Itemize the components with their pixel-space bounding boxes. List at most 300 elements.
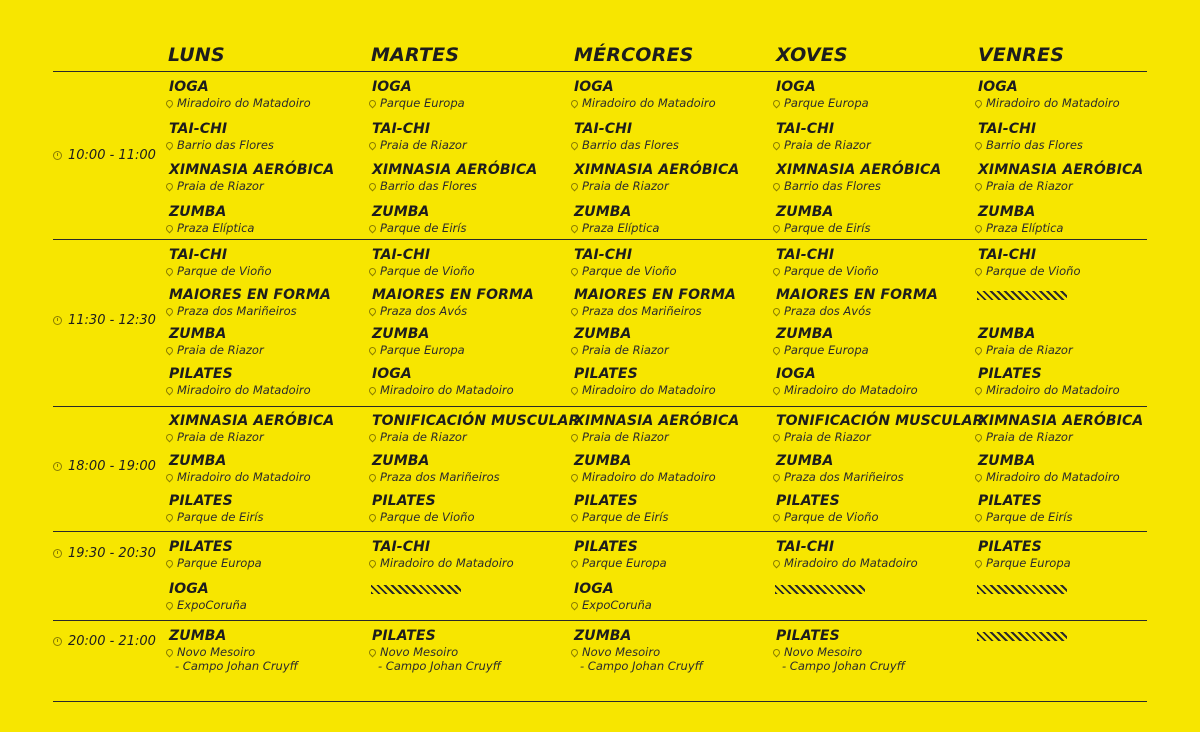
activity-item	[166, 247, 366, 278]
activity-location-label: Praia de Riazor	[177, 179, 264, 193]
location-pin-icon	[570, 306, 580, 316]
activity-name: ZUMBA	[372, 453, 430, 469]
activity-name: ZUMBA	[978, 203, 1036, 220]
activity-location-label: Praza Elíptica	[986, 220, 1064, 235]
activity-location	[773, 510, 973, 524]
no-activity-hatch	[977, 291, 1067, 300]
activity-item	[166, 162, 366, 193]
activity-item	[571, 366, 771, 397]
activity-item	[975, 247, 1175, 278]
activity-location	[166, 138, 366, 152]
activity-location-label: Miradoiro do Matadoiro	[582, 382, 716, 397]
activity-location	[369, 510, 569, 524]
activity-location	[166, 383, 366, 397]
activity-location	[166, 264, 366, 278]
location-pin-icon	[368, 648, 378, 658]
activity-item	[773, 287, 973, 318]
activity-item	[773, 453, 973, 484]
location-pin-icon	[570, 99, 580, 109]
activity-location-label: Barrio das Flores	[986, 137, 1083, 152]
activity-location-label: Parque Europa	[986, 556, 1071, 570]
activity-location-label: Miradoiro do Matadoiro	[177, 382, 311, 397]
activity-location	[975, 221, 1175, 235]
activity-item	[975, 204, 1175, 235]
activity-item	[166, 493, 366, 524]
activity-location	[773, 304, 973, 318]
activity-item	[166, 287, 366, 318]
activity-item	[166, 413, 366, 444]
activity-location	[975, 264, 1175, 278]
activity-location-label: Barrio das Flores	[784, 179, 881, 193]
activity-item	[571, 628, 771, 673]
location-pin-icon	[165, 346, 175, 356]
activity-item	[975, 366, 1175, 397]
activity-name: TONIFICACIÓN MUSCULAR	[776, 413, 984, 429]
location-pin-icon	[974, 140, 984, 150]
activity-item	[571, 539, 771, 570]
activity-item	[773, 326, 973, 357]
activity-location-label: Miradoiro do Matadoiro	[986, 96, 1120, 110]
activity-location	[369, 556, 569, 570]
activity-location-label: Parque Europa	[582, 556, 667, 570]
activity-item	[571, 453, 771, 484]
activity-name: ZUMBA	[574, 453, 632, 469]
activity-item	[166, 539, 366, 570]
location-pin-icon	[570, 346, 580, 356]
activity-item	[369, 493, 569, 524]
location-pin-icon	[772, 648, 782, 658]
activity-name: ZUMBA	[574, 628, 632, 644]
activity-name: TAI-CHI	[776, 247, 835, 263]
activity-location-label: ExpoCoruña	[177, 598, 247, 612]
activity-name: TAI-CHI	[372, 539, 431, 555]
activity-location	[975, 430, 1175, 444]
activity-name: ZUMBA	[978, 326, 1036, 342]
activity-location	[571, 304, 771, 318]
activity-item	[773, 413, 984, 444]
activity-location-label: Miradoiro do Matadoiro	[380, 556, 514, 570]
activity-name: TAI-CHI	[776, 539, 835, 555]
activity-name: IOGA	[372, 365, 412, 382]
activity-location-label: Parque de Eirís	[784, 220, 871, 235]
location-pin-icon	[570, 473, 580, 483]
activity-location-label: Praia de Riazor	[582, 179, 669, 193]
activity-item	[369, 162, 569, 193]
activity-item	[166, 121, 366, 152]
activity-name: TAI-CHI	[169, 247, 228, 263]
day-header-martes: MARTES	[371, 44, 460, 66]
activity-item	[975, 493, 1175, 524]
clock-icon	[53, 637, 62, 646]
activity-location-label: Barrio das Flores	[582, 137, 679, 152]
location-pin-icon	[368, 473, 378, 483]
activity-name: ZUMBA	[372, 203, 430, 220]
activity-name: XIMNASIA AERÓBICA	[372, 162, 538, 178]
activity-location-label: Parque de Eirís	[986, 510, 1073, 524]
activity-location-label: ExpoCoruña	[582, 598, 652, 612]
activity-location	[571, 470, 771, 484]
location-pin-icon	[974, 385, 984, 395]
activity-location-label: Parque de Eirís	[582, 510, 669, 524]
activity-name: IOGA	[574, 79, 614, 95]
activity-name: XIMNASIA AERÓBICA	[574, 162, 740, 178]
activity-name: ZUMBA	[978, 453, 1036, 469]
activity-location	[369, 138, 569, 152]
activity-location	[773, 264, 973, 278]
activity-location-label: Praia de Riazor	[380, 137, 467, 152]
activity-location-label: Praza dos Mariñeiros	[784, 470, 904, 484]
activity-name: ZUMBA	[372, 326, 430, 342]
activity-location	[571, 179, 771, 193]
activity-location-label: Parque Europa	[784, 343, 869, 357]
location-pin-icon	[772, 433, 782, 443]
activity-location	[166, 179, 366, 193]
activity-location-label: Praia de Riazor	[177, 430, 264, 444]
activity-item	[369, 539, 569, 570]
time-slot-label: 10:00 - 11:00	[68, 148, 156, 163]
activity-name: PILATES	[574, 365, 638, 382]
location-pin-icon	[772, 346, 782, 356]
activity-item	[166, 366, 366, 397]
location-pin-icon	[974, 513, 984, 523]
activity-item	[975, 79, 1175, 110]
activity-item	[571, 204, 771, 235]
activity-location-label: Parque de Vioño	[784, 510, 879, 524]
activity-location	[166, 510, 366, 524]
activity-location	[975, 556, 1175, 570]
activity-location-label: Miradoiro do Matadoiro	[986, 382, 1120, 397]
time-slot-label: 11:30 - 12:30	[68, 313, 156, 328]
activity-location-label: Miradoiro do Matadoiro	[177, 470, 311, 484]
activity-name: ZUMBA	[776, 326, 834, 342]
activity-name: TAI-CHI	[978, 247, 1037, 263]
activity-location-label: Praia de Riazor	[582, 430, 669, 444]
location-pin-icon	[570, 385, 580, 395]
location-pin-icon	[974, 346, 984, 356]
activity-item	[773, 539, 973, 570]
activity-location	[166, 556, 366, 570]
activity-item	[975, 326, 1175, 357]
activity-name: PILATES	[574, 493, 638, 509]
location-pin-icon	[165, 601, 175, 611]
activity-item	[773, 204, 973, 235]
activity-item	[369, 79, 569, 110]
time-slot	[53, 313, 156, 328]
activity-location-label: Novo Mesoiro	[177, 645, 256, 659]
location-pin-icon	[570, 559, 580, 569]
activity-location-label: Miradoiro do Matadoiro	[582, 470, 716, 484]
time-slot-label: 19:30 - 20:30	[68, 546, 156, 561]
activity-name: IOGA	[776, 79, 816, 95]
activity-location	[975, 510, 1175, 524]
activity-location-label: Miradoiro do Matadoiro	[380, 382, 514, 397]
activity-location	[369, 430, 569, 444]
activity-location-label: Miradoiro do Matadoiro	[784, 382, 918, 397]
activity-location	[166, 598, 366, 612]
location-pin-icon	[368, 513, 378, 523]
activity-name: ZUMBA	[776, 203, 834, 220]
activity-name: ZUMBA	[169, 453, 227, 469]
activity-location	[166, 221, 366, 235]
activity-location-label: Praia de Riazor	[784, 137, 871, 152]
location-pin-icon	[368, 223, 378, 233]
location-pin-icon	[165, 223, 175, 233]
activity-location	[773, 138, 973, 152]
activity-location-label: Barrio das Flores	[380, 179, 477, 193]
activity-name: TAI-CHI	[776, 120, 835, 137]
activity-location-label: Parque Europa	[380, 343, 465, 357]
activity-name: PILATES	[978, 365, 1042, 382]
location-pin-icon	[368, 182, 378, 192]
no-activity-hatch	[977, 632, 1067, 641]
activity-item	[773, 162, 973, 193]
activity-location	[369, 221, 569, 235]
activity-location	[369, 645, 569, 659]
activity-location-label: Parque Europa	[177, 556, 262, 570]
activity-location	[571, 598, 771, 612]
activity-location-label: Praza Elíptica	[177, 220, 255, 235]
location-pin-icon	[974, 99, 984, 109]
location-pin-icon	[772, 140, 782, 150]
activity-name: MAIORES EN FORMA	[776, 286, 938, 303]
activity-location-label: Parque de Eirís	[380, 220, 467, 235]
location-pin-icon	[570, 601, 580, 611]
activity-name: XIMNASIA AERÓBICA	[169, 162, 335, 178]
day-header-venres: VENRES	[978, 44, 1065, 66]
location-pin-icon	[368, 99, 378, 109]
activity-location-label: Parque Europa	[380, 96, 465, 110]
activity-location	[166, 96, 366, 110]
location-pin-icon	[165, 306, 175, 316]
activity-name: IOGA	[978, 79, 1018, 95]
activity-location-label: Miradoiro do Matadoiro	[784, 556, 918, 570]
activity-name: PILATES	[776, 493, 840, 509]
activity-location-label: Parque de Vioño	[380, 510, 475, 524]
clock-icon	[53, 151, 62, 160]
location-pin-icon	[974, 267, 984, 277]
location-pin-icon	[165, 559, 175, 569]
activity-location-label: Praia de Riazor	[986, 343, 1073, 357]
activity-location	[773, 96, 973, 110]
activity-location-label: Parque de Vioño	[177, 264, 272, 278]
activity-name: PILATES	[574, 539, 638, 555]
location-pin-icon	[772, 559, 782, 569]
activity-location-label: Praia de Riazor	[986, 430, 1073, 444]
activity-location	[773, 383, 973, 397]
location-pin-icon	[165, 648, 175, 658]
location-pin-icon	[165, 385, 175, 395]
activity-name: MAIORES EN FORMA	[372, 286, 534, 303]
activity-location-line2: - Campo Johan Cruyff	[580, 659, 703, 673]
activity-location-label: Miradoiro do Matadoiro	[986, 470, 1120, 484]
activity-item	[571, 581, 771, 612]
activity-location	[975, 343, 1175, 357]
activity-location	[773, 470, 973, 484]
activity-location-label: Praza dos Mariñeiros	[380, 470, 500, 484]
activity-item	[773, 79, 973, 110]
activity-item	[369, 247, 569, 278]
activity-item	[773, 247, 973, 278]
activity-location	[369, 383, 569, 397]
activity-name: ZUMBA	[574, 326, 632, 342]
activity-name: TAI-CHI	[372, 247, 431, 263]
location-pin-icon	[974, 433, 984, 443]
location-pin-icon	[165, 140, 175, 150]
activity-location-label: Parque de Vioño	[784, 264, 879, 278]
activity-item	[571, 79, 771, 110]
activity-item	[773, 628, 973, 673]
activity-name: XIMNASIA AERÓBICA	[169, 413, 335, 429]
activity-location	[773, 645, 973, 659]
activity-name: TAI-CHI	[574, 247, 633, 263]
activity-location	[773, 221, 973, 235]
row-divider	[53, 71, 1147, 72]
location-pin-icon	[570, 433, 580, 443]
activity-name: PILATES	[372, 628, 436, 644]
no-activity-hatch	[775, 585, 865, 594]
activity-location-label: Parque de Eirís	[177, 510, 264, 524]
activity-name: IOGA	[169, 79, 209, 95]
activity-item	[166, 204, 366, 235]
day-header-mercores: MÉRCORES	[574, 44, 694, 66]
activity-name: IOGA	[372, 79, 412, 95]
activity-item	[369, 287, 569, 318]
location-pin-icon	[368, 346, 378, 356]
activity-item	[571, 413, 771, 444]
activity-item	[571, 247, 771, 278]
activity-location-label: Praza dos Avós	[380, 303, 468, 318]
activity-name: PILATES	[776, 628, 840, 644]
location-pin-icon	[368, 267, 378, 277]
activity-item	[975, 413, 1175, 444]
activity-name: XIMNASIA AERÓBICA	[978, 162, 1144, 178]
activity-location-label: Praza Elíptica	[582, 220, 660, 235]
activity-location	[369, 343, 569, 357]
activity-name: IOGA	[574, 581, 614, 597]
activity-item	[369, 121, 569, 152]
activity-name: PILATES	[169, 539, 233, 555]
activity-item	[571, 162, 771, 193]
activity-item	[773, 121, 973, 152]
activity-name: ZUMBA	[169, 203, 227, 220]
activity-location-label: Novo Mesoiro	[380, 645, 459, 659]
location-pin-icon	[368, 433, 378, 443]
activity-name: ZUMBA	[169, 628, 227, 644]
location-pin-icon	[570, 140, 580, 150]
activity-location	[571, 383, 771, 397]
activity-location	[773, 430, 973, 444]
activity-item	[166, 581, 366, 612]
activity-location-label: Praia de Riazor	[380, 430, 467, 444]
activity-item	[166, 326, 366, 357]
location-pin-icon	[772, 385, 782, 395]
location-pin-icon	[570, 513, 580, 523]
activity-location-label: Parque de Vioño	[380, 264, 475, 278]
activity-location-label: Miradoiro do Matadoiro	[177, 96, 311, 110]
activity-location	[369, 96, 569, 110]
row-divider	[53, 531, 1147, 532]
activity-name: PILATES	[978, 493, 1042, 509]
activity-name: TAI-CHI	[574, 120, 633, 137]
activity-location-label: Parque de Vioño	[582, 264, 677, 278]
activity-location-label: Novo Mesoiro	[784, 645, 863, 659]
activity-location-label: Parque de Vioño	[986, 264, 1081, 278]
activity-location	[571, 556, 771, 570]
activity-location-label: Praia de Riazor	[986, 179, 1073, 193]
location-pin-icon	[974, 223, 984, 233]
activity-name: ZUMBA	[776, 453, 834, 469]
activity-name: PILATES	[372, 493, 436, 509]
no-activity-hatch	[977, 585, 1067, 594]
location-pin-icon	[570, 267, 580, 277]
activity-item	[166, 453, 366, 484]
time-slot-label: 18:00 - 19:00	[68, 459, 156, 474]
activity-location-label: Praza dos Mariñeiros	[582, 303, 702, 318]
location-pin-icon	[772, 182, 782, 192]
no-activity-hatch	[371, 585, 461, 594]
activity-location-label: Novo Mesoiro	[582, 645, 661, 659]
location-pin-icon	[368, 140, 378, 150]
location-pin-icon	[974, 182, 984, 192]
activity-item	[166, 628, 366, 673]
activity-location-label: Parque Europa	[784, 96, 869, 110]
activity-location	[773, 343, 973, 357]
activity-location	[571, 645, 771, 659]
activity-item	[571, 326, 771, 357]
activity-name: MAIORES EN FORMA	[574, 286, 736, 303]
location-pin-icon	[165, 267, 175, 277]
activity-location-label: Praia de Riazor	[177, 343, 264, 357]
location-pin-icon	[772, 99, 782, 109]
activity-location	[369, 179, 569, 193]
activity-name: ZUMBA	[169, 326, 227, 342]
time-slot	[53, 634, 156, 649]
activity-location-label: Miradoiro do Matadoiro	[582, 96, 716, 110]
location-pin-icon	[772, 223, 782, 233]
activity-location	[166, 304, 366, 318]
location-pin-icon	[772, 513, 782, 523]
day-header-xoves: XOVES	[776, 44, 848, 66]
activity-location-line2: - Campo Johan Cruyff	[378, 659, 501, 673]
activity-name: IOGA	[776, 365, 816, 382]
activity-item	[369, 628, 569, 673]
activity-location-label: Praza dos Mariñeiros	[177, 303, 297, 318]
activity-location-label: Praia de Riazor	[784, 430, 871, 444]
activity-item	[369, 413, 580, 444]
activity-name: PILATES	[169, 493, 233, 509]
activity-item	[975, 453, 1175, 484]
location-pin-icon	[165, 513, 175, 523]
activity-item	[773, 493, 973, 524]
location-pin-icon	[570, 223, 580, 233]
location-pin-icon	[772, 306, 782, 316]
activity-name: MAIORES EN FORMA	[169, 286, 331, 303]
activity-location	[571, 510, 771, 524]
activity-item	[369, 453, 569, 484]
location-pin-icon	[368, 559, 378, 569]
activity-item	[571, 287, 771, 318]
activity-location	[571, 221, 771, 235]
activity-name: PILATES	[978, 539, 1042, 555]
activity-item	[975, 539, 1175, 570]
location-pin-icon	[772, 267, 782, 277]
activity-location	[571, 343, 771, 357]
location-pin-icon	[570, 648, 580, 658]
activity-location	[975, 470, 1175, 484]
activity-location	[369, 304, 569, 318]
time-slot	[53, 148, 156, 163]
activity-location	[975, 383, 1175, 397]
